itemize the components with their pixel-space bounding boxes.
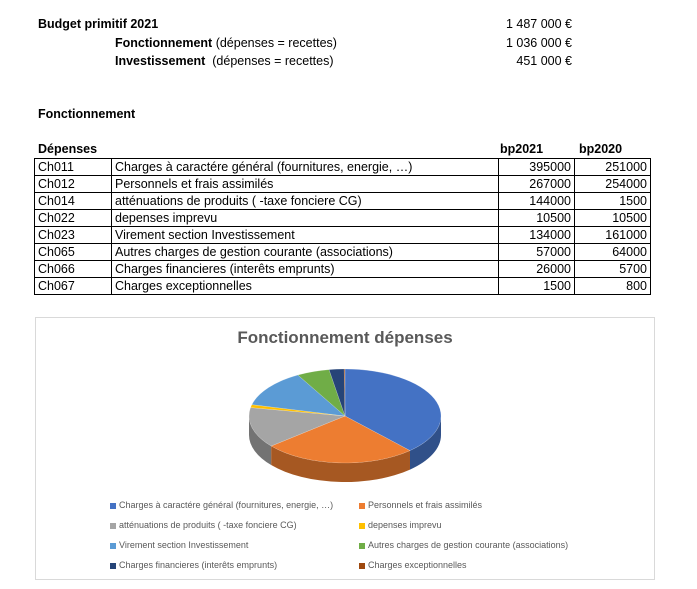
row-label: Virement section Investissement xyxy=(112,227,499,244)
row-bp2020: 254000 xyxy=(575,176,651,193)
row-bp2021: 395000 xyxy=(499,159,575,176)
legend-item xyxy=(359,560,467,570)
row-bp2021: 1500 xyxy=(499,278,575,295)
table-row xyxy=(35,278,651,295)
row-bp2020: 64000 xyxy=(575,244,651,261)
legend-item xyxy=(359,500,482,510)
row-bp2021: 267000 xyxy=(499,176,575,193)
row-bp2020: 800 xyxy=(575,278,651,295)
table-row xyxy=(35,261,651,278)
table-row xyxy=(35,176,651,193)
legend-swatch xyxy=(359,503,365,509)
row-bp2021: 10500 xyxy=(499,210,575,227)
row-code: Ch011 xyxy=(35,159,112,176)
legend-swatch xyxy=(359,543,365,549)
legend-item xyxy=(110,540,248,550)
table-header-depenses: Dépenses xyxy=(38,142,98,156)
legend-label: atténuations de produits ( -taxe fonciere CG) xyxy=(119,520,297,530)
fonctionnement-summary-line xyxy=(115,36,337,50)
row-code: Ch066 xyxy=(35,261,112,278)
fonctionnement-summary-amount: 1 036 000 € xyxy=(505,36,572,50)
legend-swatch xyxy=(359,523,365,529)
budget-title: Budget primitif 2021 xyxy=(38,17,159,31)
row-bp2021: 26000 xyxy=(499,261,575,278)
legend-label: Virement section Investissement xyxy=(119,540,249,550)
row-bp2020: 10500 xyxy=(575,210,651,227)
row-code: Ch067 xyxy=(35,278,112,295)
legend-item xyxy=(359,540,568,550)
legend-swatch xyxy=(359,563,365,569)
legend-label: Autres charges de gestion courante (associations) xyxy=(368,540,569,550)
row-bp2020: 5700 xyxy=(575,261,651,278)
row-label: depenses imprevu xyxy=(112,210,499,227)
investissement-summary-amount: 451 000 € xyxy=(516,54,572,68)
legend-label: Personnels et frais assimilés xyxy=(368,500,483,510)
table-row xyxy=(35,227,651,244)
legend-label: Charges exceptionnelles xyxy=(368,560,467,570)
table-row xyxy=(35,193,651,210)
section-title: Fonctionnement xyxy=(38,107,136,121)
fonctionnement-summary-note: (dépenses = recettes) xyxy=(212,36,337,50)
row-code: Ch023 xyxy=(35,227,112,244)
legend-label: Charges à caractére général (fournitures, energie, …) xyxy=(119,500,334,510)
row-code: Ch022 xyxy=(35,210,112,227)
legend-item xyxy=(110,500,333,510)
table-row xyxy=(35,210,651,227)
budget-total-amount: 1 487 000 € xyxy=(505,17,572,31)
chart-title: Fonctionnement dépenses xyxy=(237,328,453,347)
table-header-bp2020: bp2020 xyxy=(579,142,623,156)
table-row xyxy=(35,244,651,261)
legend-label: depenses imprevu xyxy=(368,520,442,530)
legend-swatch xyxy=(110,563,116,569)
row-label: Charges à caractére général (fournitures, energie, …) xyxy=(112,159,499,176)
row-label: Personnels et frais assimilés xyxy=(112,176,499,193)
row-bp2021: 144000 xyxy=(499,193,575,210)
row-label: Charges exceptionnelles xyxy=(112,278,499,295)
row-bp2020: 251000 xyxy=(575,159,651,176)
row-code: Ch065 xyxy=(35,244,112,261)
row-code: Ch012 xyxy=(35,176,112,193)
row-bp2020: 161000 xyxy=(575,227,651,244)
row-bp2020: 1500 xyxy=(575,193,651,210)
legend-item xyxy=(110,560,277,570)
depenses-table xyxy=(34,158,651,295)
row-label: atténuations de produits ( -taxe fonciere CG) xyxy=(112,193,499,210)
legend-item xyxy=(359,520,442,530)
table-row xyxy=(35,159,651,176)
legend-swatch xyxy=(110,523,116,529)
row-label: Autres charges de gestion courante (associations) xyxy=(112,244,499,261)
fonctionnement-summary-label: Fonctionnement xyxy=(115,36,213,50)
row-label: Charges financieres (interêts emprunts) xyxy=(112,261,499,278)
investissement-summary-line xyxy=(115,54,334,68)
legend-swatch xyxy=(110,543,116,549)
investissement-summary-label: Investissement xyxy=(115,54,206,68)
chart-container xyxy=(35,317,655,580)
legend-label: Charges financieres (interêts emprunts) xyxy=(119,560,278,570)
legend-swatch xyxy=(110,503,116,509)
row-code: Ch014 xyxy=(35,193,112,210)
row-bp2021: 134000 xyxy=(499,227,575,244)
investissement-summary-note: (dépenses = recettes) xyxy=(205,54,334,68)
row-bp2021: 57000 xyxy=(499,244,575,261)
legend-item xyxy=(110,520,297,530)
table-header-bp2021: bp2021 xyxy=(500,142,544,156)
